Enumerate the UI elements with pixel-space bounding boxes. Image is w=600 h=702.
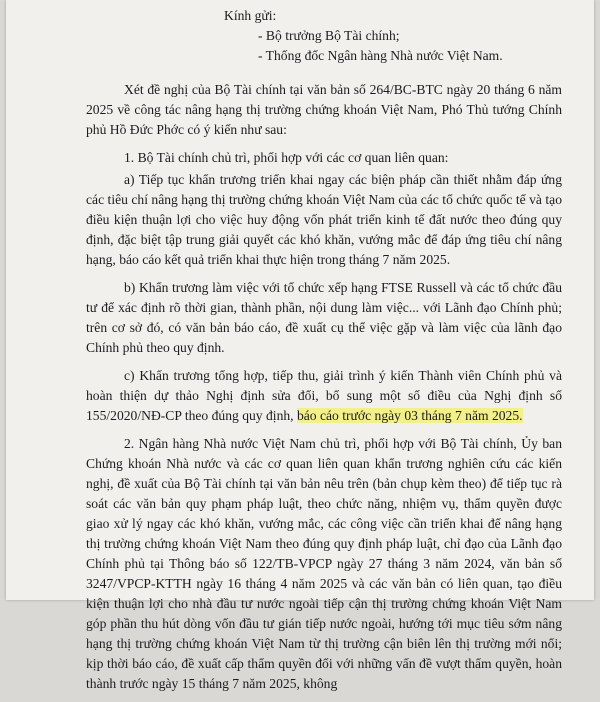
recipient-state-bank-governor: - Thống đốc Ngân hàng Nhà nước Việt Nam.	[258, 48, 503, 63]
salutation	[224, 6, 564, 66]
salutation-label: Kính gửi:	[224, 8, 277, 23]
item-2-paragraph: 2. Ngân hàng Nhà nước Việt Nam chủ trì, phối hợp với Bộ Tài chính, Ủy ban Chứng khoán Nhà nước và các cơ quan liên quan khẩn trương nghiên cứu các kiến nghị, đề xuất của Bộ Tài chính tại văn bản nêu trên (bản chụp kèm theo) để tiếp tục rà soát các văn bản quy phạm pháp luật, theo chức năng, nhiệm vụ, thẩm quyền được giao xử lý ngay các khó khăn, vướng mắc, các công việc cần triển khai để nâng hạng thị trường chứng khoán Việt Nam theo đúng quy định pháp luật, chỉ đạo của Lãnh đạo Chính phủ tại Thông báo số 122/TB-VPCP ngày 27 tháng 3 năm 2024, văn bản số 3247/VPCP-KTTH ngày 16 tháng 4 năm 2025 và các văn bản có liên quan, tạo điều kiện thuận lợi cho nhà đầu tư nước ngoài tiếp cận thị trường chứng khoán Việt Nam góp phần thu hút dòng vốn đầu tư gián tiếp nước ngoài, hướng tới mục tiêu sớm nâng hạng thị trường chứng khoán Việt Nam từ thị trường cận biên lên thị trường mới nổi; kịp thời báo cáo, đề xuất cấp thẩm quyền đối với những vấn đề vượt thẩm quyền, hoàn thành trước ngày 15 tháng 7 năm 2025, không	[86, 436, 562, 691]
item-1c-paragraph	[86, 366, 562, 426]
item-1b-paragraph: b) Khẩn trương làm việc với tổ chức xếp hạng FTSE Russell và các tổ chức đầu tư để xác định rõ thời gian, thành phần, nội dung làm việc... với Lãnh đạo Chính phủ; trên cơ sở đó, có văn bản báo cáo, đề xuất cụ thể việc gặp và làm việc của lãnh đạo Chính phủ theo quy định.	[86, 280, 562, 355]
item-1-heading: 1. Bộ Tài chính chủ trì, phối hợp với các cơ quan liên quan:	[124, 150, 449, 165]
item-1a-paragraph: a) Tiếp tục khẩn trương triển khai ngay các biện pháp cần thiết nhằm đáp ứng các tiêu chí nâng hạng thị trường chứng khoán Việt Nam của các tổ chức quốc tế và tạo điều kiện thuận lợi cho việc huy động vốn phát triển kinh tế đất nước theo đúng quy định, đặc biệt tập trung giải quyết các khó khăn, vướng mắc để đáp ứng tiêu chí nâng hạng, báo cáo kết quả triển khai thực hiện trong tháng 7 năm 2025.	[86, 172, 562, 267]
document-page	[6, 0, 594, 691]
item-1c-text: c) Khẩn trương tổng hợp, tiếp thu, giải trình ý kiến Thành viên Chính phủ và hoàn thiện dự thảo Nghị định sửa đổi, bổ sung một số điều của Nghị định số 155/2020/NĐ-CP theo đúng quy định,	[86, 368, 562, 423]
highlighted-deadline: báo cáo trước ngày 03 tháng 7 năm 2025.	[296, 408, 523, 423]
intro-paragraph: Xét đề nghị của Bộ Tài chính tại văn bản số 264/BC-BTC ngày 20 tháng 6 năm 2025 về công tác nâng hạng thị trường chứng khoán Việt Nam, Phó Thủ tướng Chính phủ Hồ Đức Phớc có ý kiến như sau:	[86, 82, 562, 137]
recipient-finance-minister: - Bộ trưởng Bộ Tài chính;	[258, 28, 400, 43]
document-body	[86, 80, 562, 702]
